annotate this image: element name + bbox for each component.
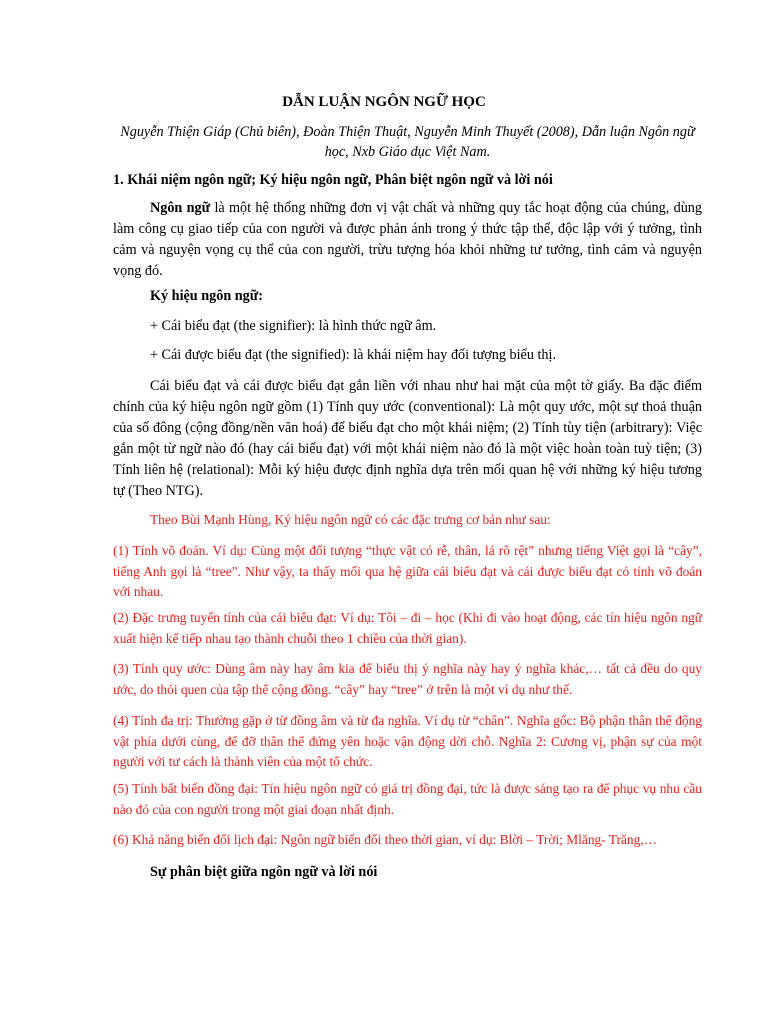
section-heading: 1. Khái niệm ngôn ngữ; Ký hiệu ngôn ngữ, Phân biệt ngôn ngữ và lời nói (113, 172, 553, 188)
red-item-2: (2) Đặc trưng tuyến tính của cái biểu đạt: Ví dụ: Tôi – đi – học (Khi đi vào hoạt động, các tín hiệu ngôn ngữ xuất hiện kế tiếp nhau tạo thành chuỗi theo 1 chiều của thời gian). (113, 610, 702, 646)
signified-item: + Cái được biểu đạt (the signified): là khái niệm hay đối tượng biểu thị. (150, 347, 556, 363)
sign-paragraph: Cái biểu đạt và cái được biểu đạt gắn liền với nhau như hai mặt của một tờ giấy. Ba đặc điểm chính của ký hiệu ngôn ngữ gồm (1) Tính quy ước (conventional): Là một quy ước, một sự thoả thuận của số đông (cộng đồng/nền văn hoá) để biểu đạt cho một khái niệm; (2) Tính tùy tiện (arbitrary): Việc gắn một từ ngữ nào đó (hay cái biểu đạt) với một khái niệm nào đó là một việc hoàn toàn tuỳ tiện; (3) Tính liên hệ (relational): Mỗi ký hiệu được định nghĩa dựa trên mối quan hệ với những ký hiệu tương tự (Theo NTG). (113, 378, 702, 499)
red-intro: Theo Bùi Mạnh Hùng, Ký hiệu ngôn ngữ có các đặc trưng cơ bản như sau: (150, 512, 551, 527)
definition-text: là một hệ thống những đơn vị vật chất và những quy tắc hoạt động của chúng, dùng làm công cụ giao tiếp của con người và được phản ánh trong ý thức tập thể, độc lập với ý tưởng, tình cảm và nguyện vọng cụ thể của con người, trừu tượng hóa khỏi những tư tưởng, tình cảm và nguyện vọng đó. (113, 200, 702, 279)
document-title: DẪN LUẬN NGÔN NGỮ HỌC (282, 94, 486, 110)
red-item-5: (5) Tính bất biến đồng đại: Tín hiệu ngôn ngữ có giá trị đồng đại, tức là được sáng tạo ra để phục vụ nhu cầu nào đó của con người trong một giai đoạn nhất định. (113, 781, 702, 817)
subheading-language-speech: Sự phân biệt giữa ngôn ngữ và lời nói (150, 864, 378, 880)
sign-heading: Ký hiệu ngôn ngữ: (150, 288, 263, 304)
red-item-6: (6) Khả năng biến đổi lịch đại: Ngôn ngữ biến đổi theo thời gian, ví dụ: Blời – Trời; Mlăng- Trăng,… (113, 832, 658, 847)
citation: Nguyễn Thiện Giáp (Chủ biên), Đoàn Thiện Thuật, Nguyễn Minh Thuyết (2008), Dẫn luận Ngôn ngữ học, Nxb Giáo dục Việt Nam. (120, 124, 695, 160)
red-item-3: (3) Tính quy ước: Dùng âm này hay âm kia để biểu thị ý nghĩa này hay ý nghĩa khác,… tất cả đều do quy ước, do thói quen của tập thể cộng đồng. “cây” hay “tree” ở trên là một ví dụ như thế. (113, 661, 702, 697)
red-item-1: (1) Tính võ đoán. Ví dụ: Cùng một đối tượng “thực vật có rễ, thân, lá rõ rệt” nhưng tiếng Việt gọi là “cây”, tiếng Anh gọi là “tree”. Như vậy, ta thấy mối qua hệ giữa cái biểu đạt và cái được biểu đạt có tính võ đoán với nhau. (113, 543, 702, 599)
definition-paragraph (113, 198, 702, 282)
red-item-4: (4) Tính đa trị: Thường gặp ở từ đồng âm và từ đa nghĩa. Ví dụ từ “chân”. Nghĩa gốc: Bộ phận thân thể động vật phía dưới cùng, để đỡ thân thể đứng yên hoặc vận động dời chỗ. Nghĩa 2: Cương vị, phận sự của một người với tư cách là thành viên của một tổ chức. (113, 713, 702, 769)
definition-term: Ngôn ngữ (150, 200, 211, 216)
signifier-item: + Cái biểu đạt (the signifier): là hình thức ngữ âm. (150, 318, 437, 334)
